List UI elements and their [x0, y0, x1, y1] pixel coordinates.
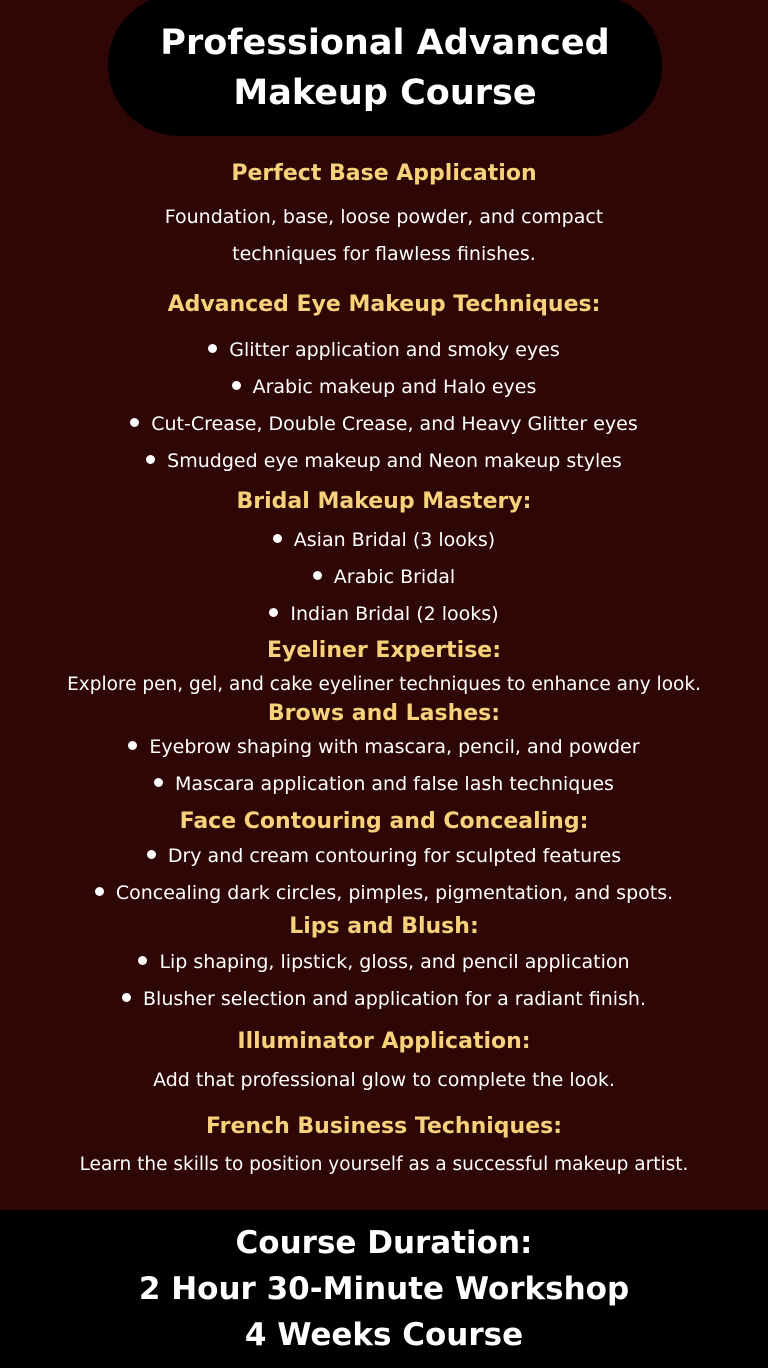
list-item: Arabic Bridal	[0, 564, 768, 590]
list-item: Lip shaping, lipstick, gloss, and pencil application	[0, 949, 768, 975]
list-item: Asian Bridal (3 looks)	[0, 527, 768, 553]
bullet-icon	[138, 956, 147, 965]
list-item: Eyebrow shaping with mascara, pencil, and powder	[0, 734, 768, 760]
list-item: Indian Bridal (2 looks)	[0, 601, 768, 627]
bullet-icon	[154, 778, 163, 787]
section-heading-base: Perfect Base Application	[231, 161, 537, 186]
course-duration-panel	[0, 1210, 768, 1368]
bullet-icon	[128, 741, 137, 750]
page-title-line-2: Makeup Course	[233, 73, 537, 113]
page-title-line-1: Professional Advanced	[160, 23, 610, 63]
bullet-icon	[122, 993, 131, 1002]
section-text-illuminator: Add that professional glow to complete the look.	[153, 1069, 615, 1091]
section-text-base-line-1: Foundation, base, loose powder, and compact	[164, 206, 604, 228]
section-text-base-line-2: techniques for flawless finishes.	[232, 243, 536, 265]
bullet-icon	[273, 534, 282, 543]
bullet-icon	[269, 608, 278, 617]
section-heading-eyeliner: Eyeliner Expertise:	[266, 638, 502, 663]
section-heading-bridal: Bridal Makeup Mastery:	[236, 489, 532, 514]
list-item: Glitter application and smoky eyes	[0, 337, 768, 363]
bullet-icon	[130, 418, 139, 427]
section-heading-brows-lashes: Brows and Lashes:	[267, 701, 501, 726]
list-item: Cut-Crease, Double Crease, and Heavy Glitter eyes	[0, 411, 768, 437]
bullet-icon	[313, 571, 322, 580]
bullet-icon	[147, 850, 156, 859]
section-text-business: Learn the skills to position yourself as a successful makeup artist.	[79, 1154, 689, 1175]
list-item: Dry and cream contouring for sculpted features	[0, 843, 768, 869]
workshop-duration: 2 Hour 30-Minute Workshop	[138, 1271, 630, 1307]
bullet-icon	[146, 455, 155, 464]
bullet-icon	[232, 381, 241, 390]
bullet-icon	[208, 344, 217, 353]
course-duration-label: Course Duration:	[235, 1225, 533, 1261]
bullet-icon	[95, 887, 104, 896]
list-item: Mascara application and false lash techniques	[0, 771, 768, 797]
section-heading-contouring: Face Contouring and Concealing:	[179, 809, 589, 834]
title-banner	[108, 0, 662, 136]
list-item: Smudged eye makeup and Neon makeup styles	[0, 448, 768, 474]
course-length: 4 Weeks Course	[244, 1317, 524, 1353]
section-heading-eye-makeup: Advanced Eye Makeup Techniques:	[167, 292, 601, 317]
section-heading-business: French Business Techniques:	[205, 1114, 563, 1139]
section-heading-lips-blush: Lips and Blush:	[289, 914, 479, 939]
list-item: Blusher selection and application for a radiant finish.	[0, 986, 768, 1012]
section-text-eyeliner: Explore pen, gel, and cake eyeliner techniques to enhance any look.	[67, 674, 701, 695]
list-item: Arabic makeup and Halo eyes	[0, 374, 768, 400]
list-item: Concealing dark circles, pimples, pigmentation, and spots.	[0, 880, 768, 906]
section-heading-illuminator: Illuminator Application:	[237, 1029, 531, 1054]
